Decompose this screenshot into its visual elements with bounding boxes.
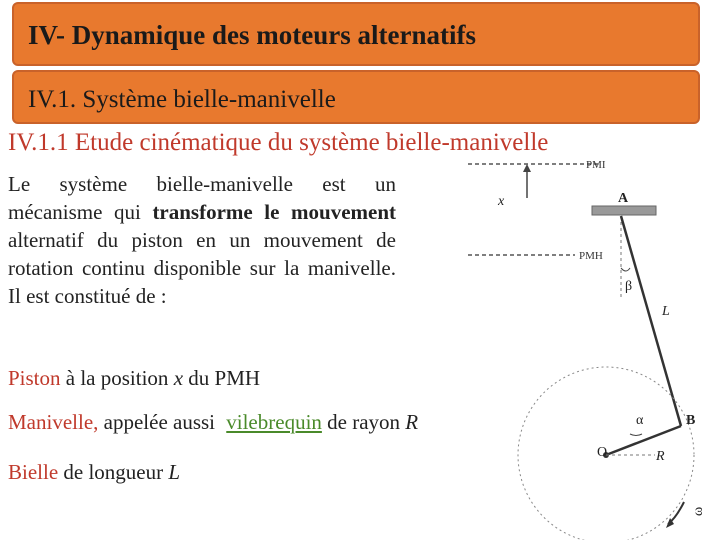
item-text: appelée aussi <box>98 410 221 434</box>
item-text: de longueur <box>58 460 169 484</box>
list-item-piston <box>8 366 260 391</box>
pmh-label: PMH <box>579 250 603 262</box>
beta-arc <box>621 268 630 271</box>
point-b-label: B <box>686 413 696 428</box>
alpha-arc <box>630 434 642 436</box>
x-label: x <box>498 194 505 209</box>
item-var: R <box>405 410 419 434</box>
description-paragraph <box>8 170 396 310</box>
pmi-label: PMI <box>586 159 606 171</box>
section-title: IV.1. Système bielle-manivelle <box>28 86 336 113</box>
crank-diagram <box>440 150 720 540</box>
term-bielle: Bielle <box>8 460 59 484</box>
para-bold: transforme le mouvement <box>152 200 396 224</box>
item-text: du PMH <box>183 366 261 390</box>
omega-label: ω <box>691 506 706 516</box>
piston-block <box>592 206 656 215</box>
list-item-bielle <box>8 460 180 485</box>
item-var: L <box>168 460 181 484</box>
term-piston: Piston <box>8 366 61 390</box>
para-end: alternatif du piston en un mouvement de rotation continu disponible sur la manivelle. Il est constitué de : <box>8 228 396 308</box>
list-item-manivelle <box>8 410 418 435</box>
point-a-label: A <box>618 191 629 206</box>
item-text: à la position <box>60 366 174 390</box>
term-manivelle: Manivelle, <box>8 410 99 434</box>
x-arrowhead <box>523 164 531 172</box>
r-label: R <box>656 449 665 464</box>
subsection-title: IV.1.1 Etude cinématique du système bielle-manivelle <box>8 129 549 156</box>
title-banner <box>12 2 700 66</box>
l-label: L <box>662 304 670 319</box>
item-text: de rayon <box>321 410 406 434</box>
item-var: x <box>173 366 184 390</box>
crank-arm <box>606 426 681 455</box>
para-start: Le système bielle-manivelle est un mécanisme qui <box>8 172 396 224</box>
vilebrequin-link[interactable]: vilebrequin <box>226 410 322 434</box>
connecting-rod <box>621 216 681 426</box>
alpha-label: α <box>636 413 644 428</box>
section-banner <box>12 70 700 124</box>
point-o-label: O <box>597 445 608 460</box>
page-title: IV- Dynamique des moteurs alternatifs <box>28 20 476 50</box>
beta-label: β <box>625 279 633 294</box>
